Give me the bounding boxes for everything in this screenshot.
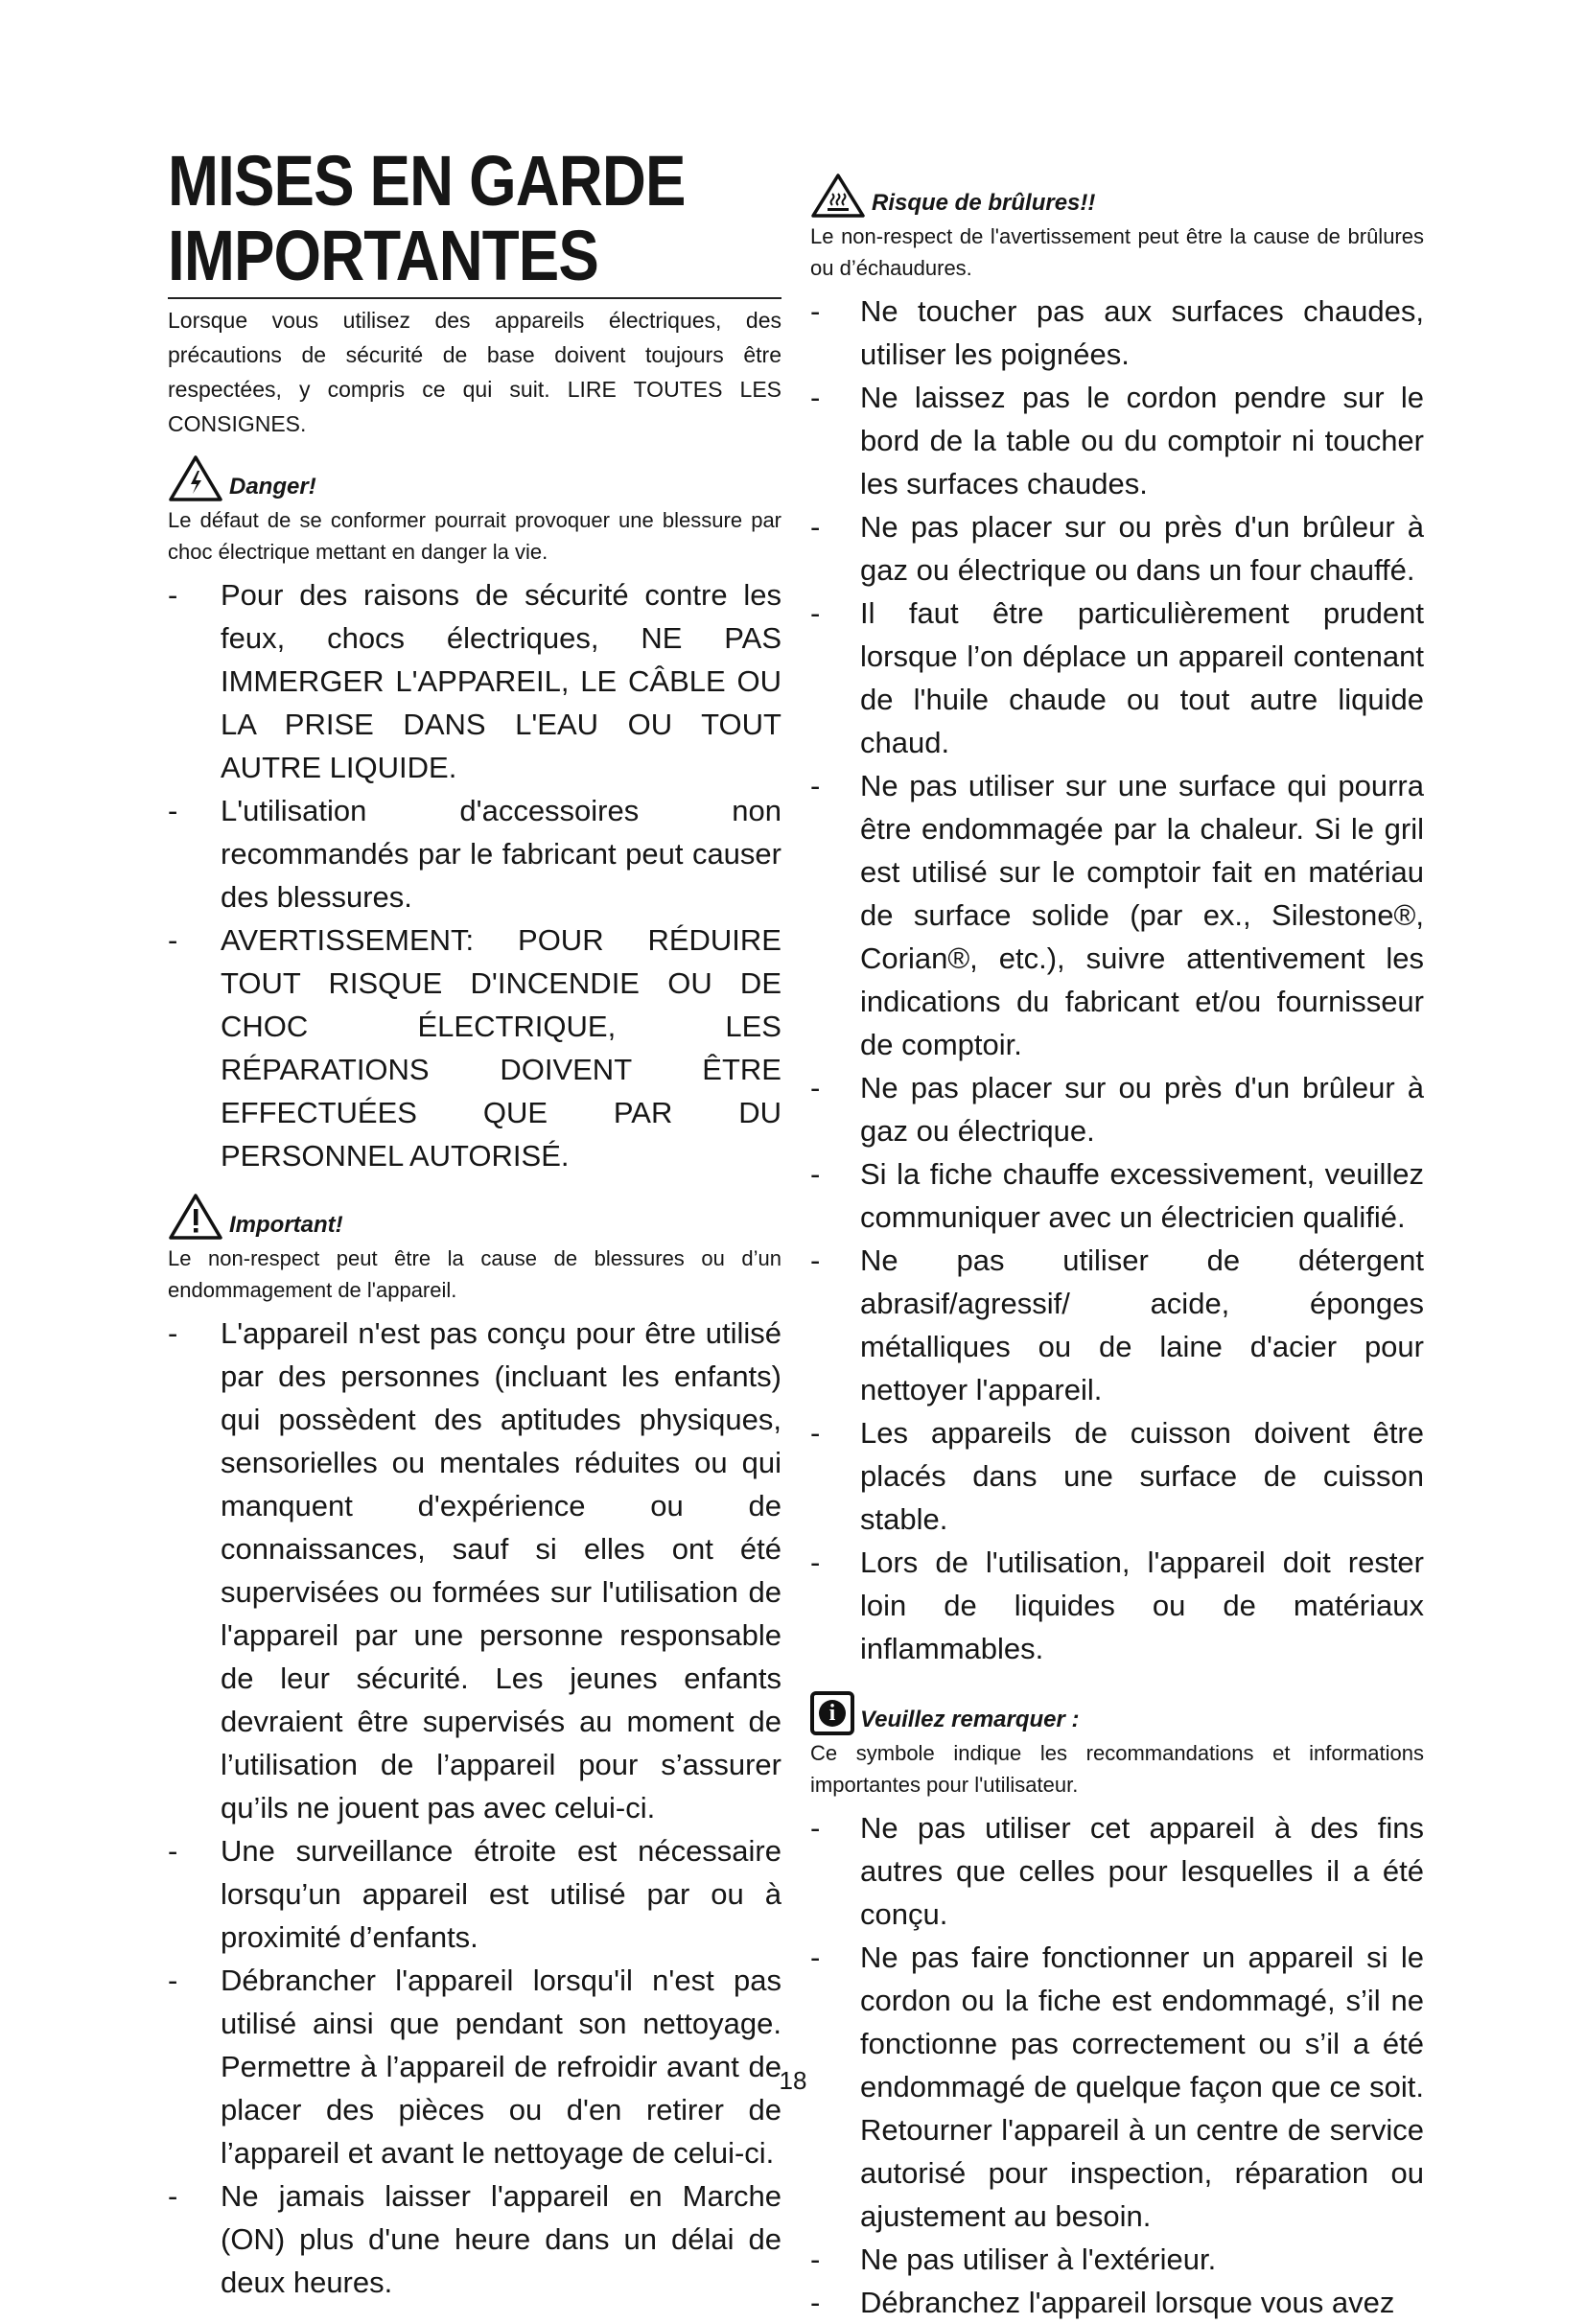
intro-paragraph: Lorsque vous utilisez des appareils électriques, des précautions de sécurité de base doivent toujours être respectées, y compris ce qui suit. LIRE TOUTES LES CONSIGNES. (168, 308, 781, 436)
list-item: - Ne pas placer sur ou près d'un brûleur à gaz ou électrique. (810, 1066, 1424, 1152)
list-item: - Débrancher l'appareil lorsqu'il n'est pas utilisé ainsi que pendant son nettoyage. Permettre à l’appareil de refroidir avant de placer des pièces ou d'en retirer de l’appareil et avant le nettoyage de celui-ci. (168, 1959, 781, 2174)
important-description: Le non-respect peut être la cause de blessures ou d’un endommagement de l'appareil. (168, 1246, 781, 1302)
notice-label: Veuillez remarquer : (860, 1707, 1080, 1732)
list-item: - Ne pas utiliser de détergent abrasif/agressif/ acide, éponges métalliques ou de laine d'acier pour nettoyer l'appareil. (810, 1239, 1424, 1411)
list-item: - Ne pas utiliser sur une surface qui pourra être endommagée par la chaleur. Si le gril est utilisé sur le comptoir fait en matériau de surface solide (par ex., Silestone®, Corian®, etc.), suivre attentivement les indications du fabricant et/ou fournisseur de comptoir. (810, 764, 1424, 1066)
list-item: - Ne pas placer sur ou près d'un brûleur à gaz ou électrique ou dans un four chauffé. (810, 505, 1424, 592)
list-item: - Débranchez l'appareil lorsque vous avez (810, 2281, 1424, 2324)
burns-description: Le non-respect de l'avertissement peut être la cause de brûlures ou d’échaudures. (810, 224, 1424, 280)
list-item: - Lors de l'utilisation, l'appareil doit rester loin de liquides ou de matériaux inflammables. (810, 1541, 1424, 1670)
hot-surface-warning-icon (810, 173, 866, 219)
important-list (168, 1312, 781, 2304)
right-column (810, 173, 1424, 2324)
notice-heading (810, 1691, 1424, 1735)
danger-label: Danger! (229, 474, 316, 500)
danger-description: Le défaut de se conformer pourrait provoquer une blessure par choc électrique mettant en danger la vie. (168, 508, 781, 564)
title-divider (168, 297, 781, 299)
burns-heading (810, 173, 1424, 219)
list-item: - Les appareils de cuisson doivent être placés dans une surface de cuisson stable. (810, 1411, 1424, 1541)
page-title-line1: MISES EN GARDE (168, 141, 686, 221)
list-item: - Une surveillance étroite est nécessaire lorsqu’un appareil est utilisé par ou à proximité d’enfants. (168, 1829, 781, 1959)
list-item: - L'utilisation d'accessoires non recommandés par le fabricant peut causer des blessures. (168, 789, 781, 918)
burns-list (810, 290, 1424, 1670)
list-item: - Ne jamais laisser l'appareil en Marche (ON) plus d'une heure dans un délai de deux heures. (168, 2174, 781, 2304)
page-title-line2: IMPORTANTES (168, 216, 598, 295)
list-item: - Ne laissez pas le cordon pendre sur le bord de la table ou du comptoir ni toucher les surfaces chaudes. (810, 376, 1424, 505)
info-icon-glyph: i (828, 1701, 836, 1726)
important-heading (168, 1193, 781, 1241)
list-item: - Ne pas utiliser cet appareil à des fins autres que celles pour lesquelles il a été conçu. (810, 1806, 1424, 1936)
list-item: - Pour des raisons de sécurité contre les feux, chocs électriques, NE PAS IMMERGER L'APPAREIL, LE CÂBLE OU LA PRISE DANS L'EAU OU TOUT AUTRE LIQUIDE. (168, 573, 781, 789)
danger-list (168, 573, 781, 1177)
list-item: - Il faut être particulièrement prudent lorsque l’on déplace un appareil contenant de l'huile chaude ou tout autre liquide chaud. (810, 592, 1424, 764)
left-column (168, 141, 781, 2304)
info-icon (810, 1691, 854, 1735)
burns-label: Risque de brûlures!! (872, 190, 1096, 216)
list-item: - L'appareil n'est pas conçu pour être utilisé par des personnes (incluant les enfants) qui possèdent des aptitudes physiques, sensorielles ou mentales réduites ou qui manquent d'expérience ou de connaissances, sauf si elles ont été supervisées ou formées sur l'utilisation de l'appareil par une personne responsable de leur sécurité. Les jeunes enfants devraient être supervisés au moment de l’utilisation de l’appareil pour s’assurer qu’ils ne jouent pas avec celui-ci. (168, 1312, 781, 1829)
danger-heading (168, 454, 781, 502)
list-item: - Ne pas faire fonctionner un appareil si le cordon ou la fiche est endommagé, s’il ne fonctionne pas correctement ou s’il a été endommagé de quelque façon que ce soit. Retourner l'appareil à un centre de service autorisé pour inspection, réparation ou ajustement au besoin. (810, 1936, 1424, 2238)
electric-warning-icon (168, 454, 223, 502)
notice-description: Ce symbole indique les recommandations et informations importantes pour l'utilisateur. (810, 1741, 1424, 1797)
list-item: - Si la fiche chauffe excessivement, veuillez communiquer avec un électricien qualifié. (810, 1152, 1424, 1239)
list-item: - Ne toucher pas aux surfaces chaudes, utiliser les poignées. (810, 290, 1424, 376)
notice-list (810, 1806, 1424, 2324)
exclamation-warning-icon (168, 1193, 223, 1241)
page-number: 18 (779, 2066, 807, 2095)
list-item: - AVERTISSEMENT: POUR RÉDUIRE TOUT RISQUE D'INCENDIE OU DE CHOC ÉLECTRIQUE, LES RÉPARATIONS DOIVENT ÊTRE EFFECTUÉES QUE PAR DU PERSONNEL AUTORISÉ. (168, 918, 781, 1177)
important-label: Important! (229, 1212, 343, 1238)
list-item: - Ne pas utiliser à l'extérieur. (810, 2238, 1424, 2281)
page-title (168, 141, 780, 295)
